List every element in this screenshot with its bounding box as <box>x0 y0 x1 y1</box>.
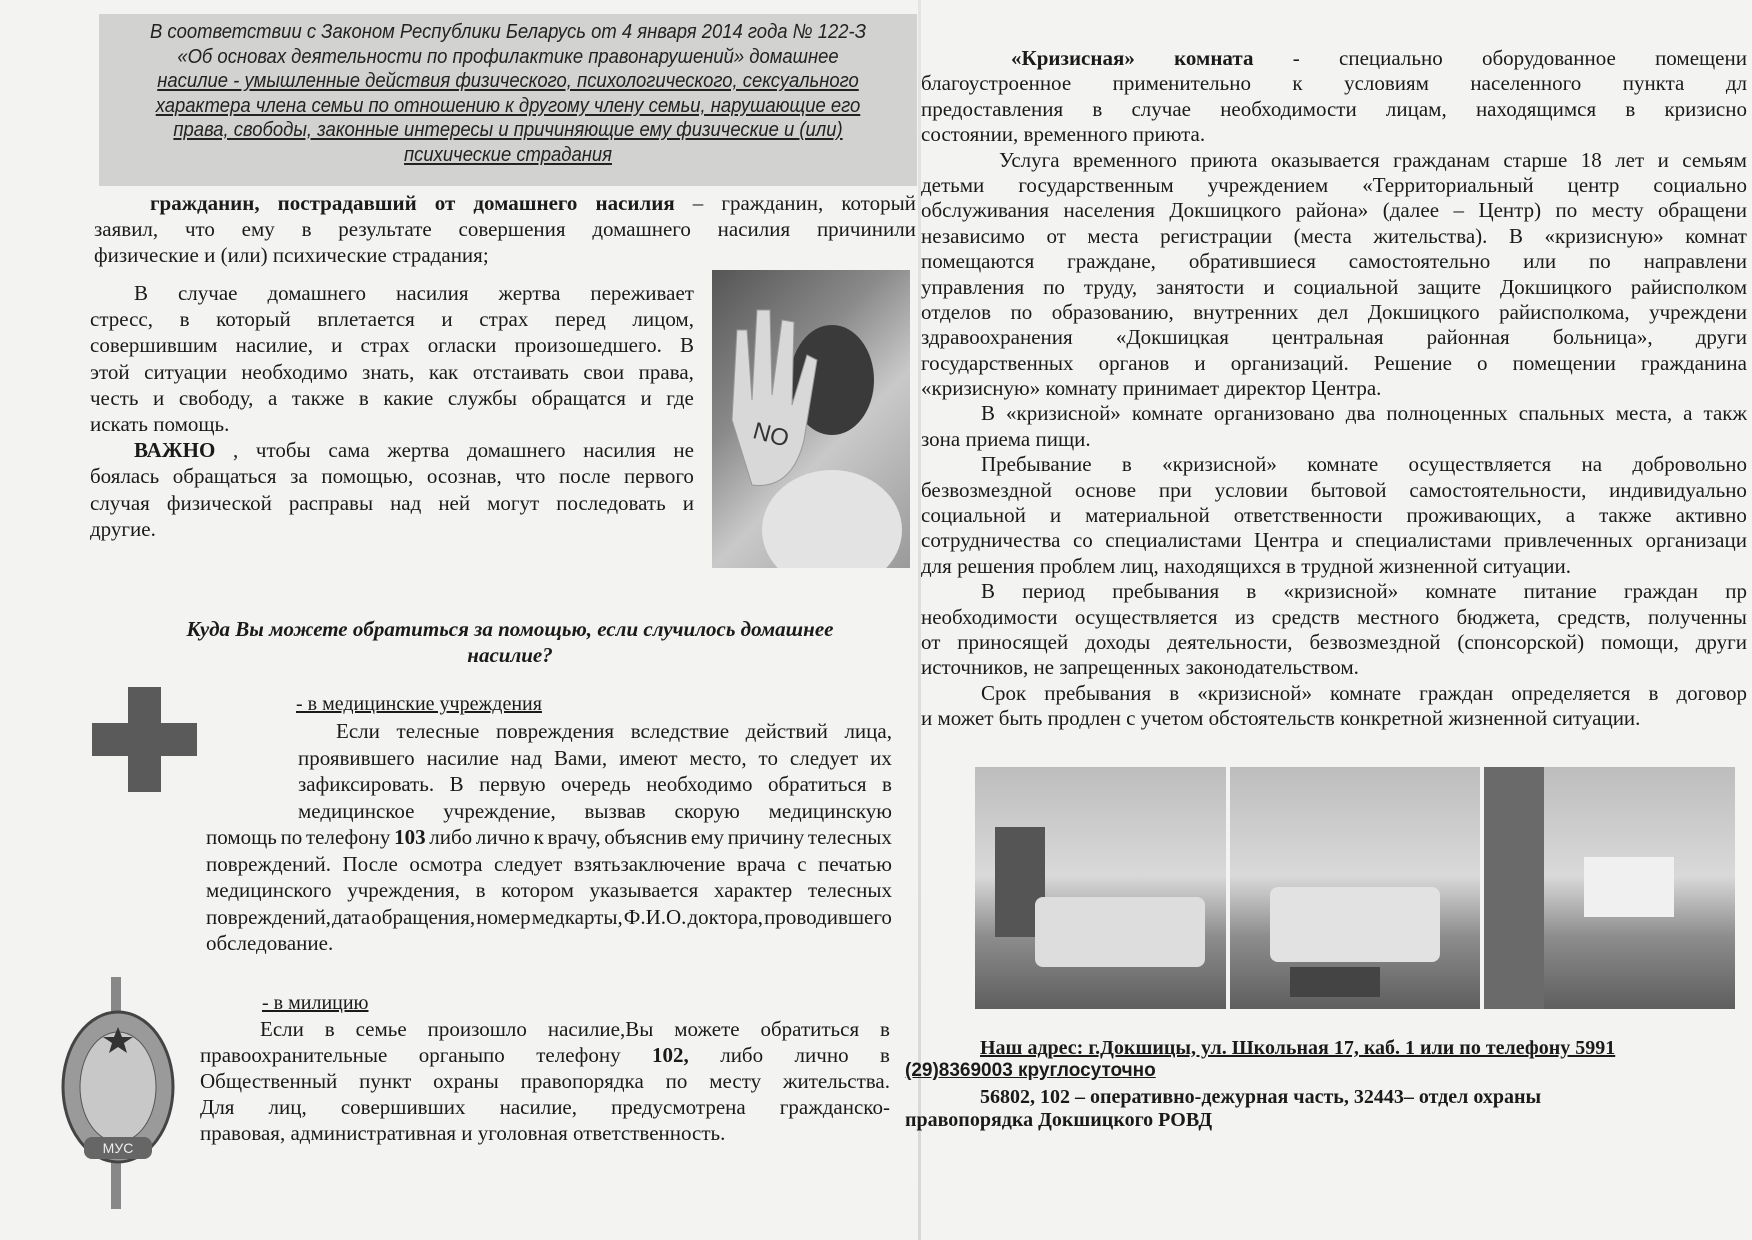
text-line: Для лиц, совершивших насилие, предусмотрена гражданско- <box>200 1095 890 1119</box>
law-line: права, свободы, законные интересы и причиняющие ему физические и (или) <box>173 118 843 141</box>
medical-title: - в медицинские учреждения <box>296 693 542 715</box>
law-line: В соответствии с Законом Республики Беларусь от 4 января 2014 года № 122-З <box>149 20 867 43</box>
text-line: Общественный пункт охраны правопорядка по месту жительства. <box>200 1069 890 1093</box>
text-line: гражданин, пострадавший от домашнего насилия – гражданин, который <box>150 191 916 215</box>
text-line: и может быть продлен с учетом обстоятельств конкретной жизненной ситуации. <box>921 706 1641 731</box>
red-cross-icon <box>92 687 197 792</box>
text-line: источников, не запрещенных законодательством. <box>921 655 1359 680</box>
law-line: психические страдания <box>404 142 612 166</box>
text-line: помощь по телефону 103 либо лично к врачу, объяснив ему причину телесных <box>206 825 892 849</box>
crisis-room-text <box>921 46 1747 732</box>
mobile-line: (29)8369003 круглосуточно <box>905 1060 1156 1081</box>
text-line: медицинского учреждения, в котором указывается характер телесных <box>206 878 892 902</box>
text-line: благоустроенное применительно к условиям населенного пункта дл <box>921 71 1747 96</box>
text-line: государственных органов и организаций. Решение о помещении гражданина <box>921 350 1747 375</box>
medical-paragraph <box>206 718 892 957</box>
text-line: Если телесные повреждения вследствие действий лица, <box>336 719 892 743</box>
text-line: здравоохранения «Докшицкая центральная районная больница», други <box>921 325 1747 350</box>
text-line: правовая, административная и уголовная ответственность. <box>200 1121 726 1145</box>
text-line: боялась обращаться за помощью, осознав, что после первого <box>90 464 694 489</box>
text-line: отделов по образованию, внутренних дел Докшицкого райисполкома, учреждени <box>921 299 1747 324</box>
text-line: проявившего насилие над Вами, имеют место, то следует их <box>298 745 892 770</box>
text-line: помещаются граждане, обратившиеся самостоятельно или по направлени <box>921 249 1747 274</box>
badge-text: МУС <box>102 1140 134 1156</box>
text-line: обслуживания населения Докшицкого района» (далее – Центр) по месту обращени <box>921 198 1747 223</box>
text-line: обследование. <box>206 931 334 955</box>
text-line: Срок пребывания в «кризисной» комнате граждан определяется в договор <box>981 680 1747 705</box>
text-line: «кризисную» комнату принимает директор Центра. <box>921 376 1382 401</box>
text-line: предоставления в случае необходимости лицам, находящимся в кризисно <box>921 96 1747 121</box>
text-line: управления по труду, занятости и социальной защите Докшицкого райисполком <box>921 274 1747 299</box>
text-line: независимо от места регистрации (места жительства). В «кризисную» комнат <box>921 223 1747 248</box>
phones-line2: правопорядка Докшицкого РОВД <box>905 1109 1213 1131</box>
text-line: совершившим насилие, и страх огласки произошедшего. В <box>90 333 694 358</box>
text-line: В «кризисной» комнате организовано два полноценных спальных места, а такж <box>981 401 1747 426</box>
law-line: насилие - умышленные действия физического, психологического, сексуального <box>157 69 859 92</box>
text-line: для решения проблем лиц, находящихся в трудной жизненной ситуации. <box>921 553 1572 578</box>
text-line: честь и свободу, а также в какие службы обращатся и где <box>90 385 694 410</box>
text-line: Если в семье произошло насилие,Вы можете обратиться в <box>260 1017 890 1041</box>
help-heading <box>120 616 900 668</box>
text-line: необходимости осуществляется из средств местного бюджета, средств, полученны <box>921 604 1747 629</box>
text-line: повреждений, дата обращения, номер медкарты, Ф.И.О. доктора, проводившего <box>206 904 892 929</box>
text-line: случая физической расправы над ней могут последовать и <box>90 490 694 515</box>
help-heading-line1: Куда Вы можете обратиться за помощью, если случилось домашнее <box>186 617 834 641</box>
hand-icon <box>712 270 910 568</box>
law-line: «Об основах деятельности по профилактике правонарушений» домашнее <box>177 44 839 68</box>
law-definition-box <box>99 14 917 186</box>
text-line: повреждений. После осмотра следует взятьзаключение врача с печатью <box>206 851 892 876</box>
text-line: безвозмездной основе при условии бытовой самостоятельности, индивидуально <box>921 477 1747 502</box>
text-line: зафиксировать. В первую очередь необходимо обратиться в <box>298 772 892 796</box>
text-line: Услуга временного приюта оказывается гражданам старше 18 лет и семьям <box>999 147 1747 172</box>
room-photo-3 <box>1484 767 1735 1009</box>
law-line: характера члена семьи по отношению к другому члену семьи, нарушающие его <box>155 93 861 117</box>
text-line: социальной и материальной ответственности проживающих, а также активно <box>921 503 1747 528</box>
help-heading-line2: насилие? <box>467 643 553 667</box>
text-line: ВАЖНО , чтобы сама жертва домашнего насилия не <box>134 438 694 463</box>
text-line: искать помощь. <box>90 411 230 436</box>
text-line: медицинское учреждение, вызвав скорую медицинскую <box>298 798 892 823</box>
text-line: состоянии, временного приюта. <box>921 122 1206 147</box>
text-line: В случае домашнего насилия жертва переживает <box>134 281 694 305</box>
text-line: сотрудничества со специалистами Центра и специалистами привлеченных организаци <box>921 528 1747 553</box>
text-line: другие. <box>90 516 156 541</box>
address-line: Наш адрес: г.Докшицы, ул. Школьная 17, каб. 1 или по телефону 5991 <box>980 1037 1616 1059</box>
text-line: «Кризисная» комната - специально оборудованное помещени <box>1011 46 1747 70</box>
text-line: В период пребывания в «кризисной» комнате питание граждан пр <box>981 579 1747 604</box>
text-line: этой ситуации необходимо знать, как отстаивать свои права, <box>90 359 694 384</box>
no-text: NO <box>750 417 792 453</box>
text-line: от приносящей доходы деятельности, безвозмездной (спонсорской) помощи, други <box>921 629 1747 654</box>
text-line: зона приема пищи. <box>921 426 1091 451</box>
photo-woman-hand-no <box>712 270 910 568</box>
victim-definition <box>94 190 916 268</box>
text-line: правоохранительные органыпо телефону 102, либо лично в <box>200 1043 890 1067</box>
text-line: заявил, что ему в результате совершения домашнего насилия причинили <box>94 217 916 241</box>
text-line: Пребывание в «кризисной» комнате осуществляется на добровольно <box>981 452 1747 477</box>
room-photo-2 <box>1230 767 1481 1009</box>
police-paragraph <box>200 1016 890 1146</box>
crisis-room-photos <box>975 767 1735 1009</box>
police-title: - в милицию <box>262 992 369 1014</box>
police-badge-icon <box>56 977 180 1209</box>
address-block <box>905 1037 1750 1132</box>
text-line: физические и (или) психические страдания; <box>94 243 489 267</box>
situation-paragraph <box>90 280 694 542</box>
text-line: стресс, в который вплетается и страх перед лицом, <box>90 307 694 332</box>
phones-line1: 56802, 102 – оперативно-дежурная часть, 32443– отдел охраны <box>980 1086 1542 1108</box>
room-photo-1 <box>975 767 1226 1009</box>
text-line: детьми государственным учреждением «Территориальный центр социально <box>921 172 1747 197</box>
